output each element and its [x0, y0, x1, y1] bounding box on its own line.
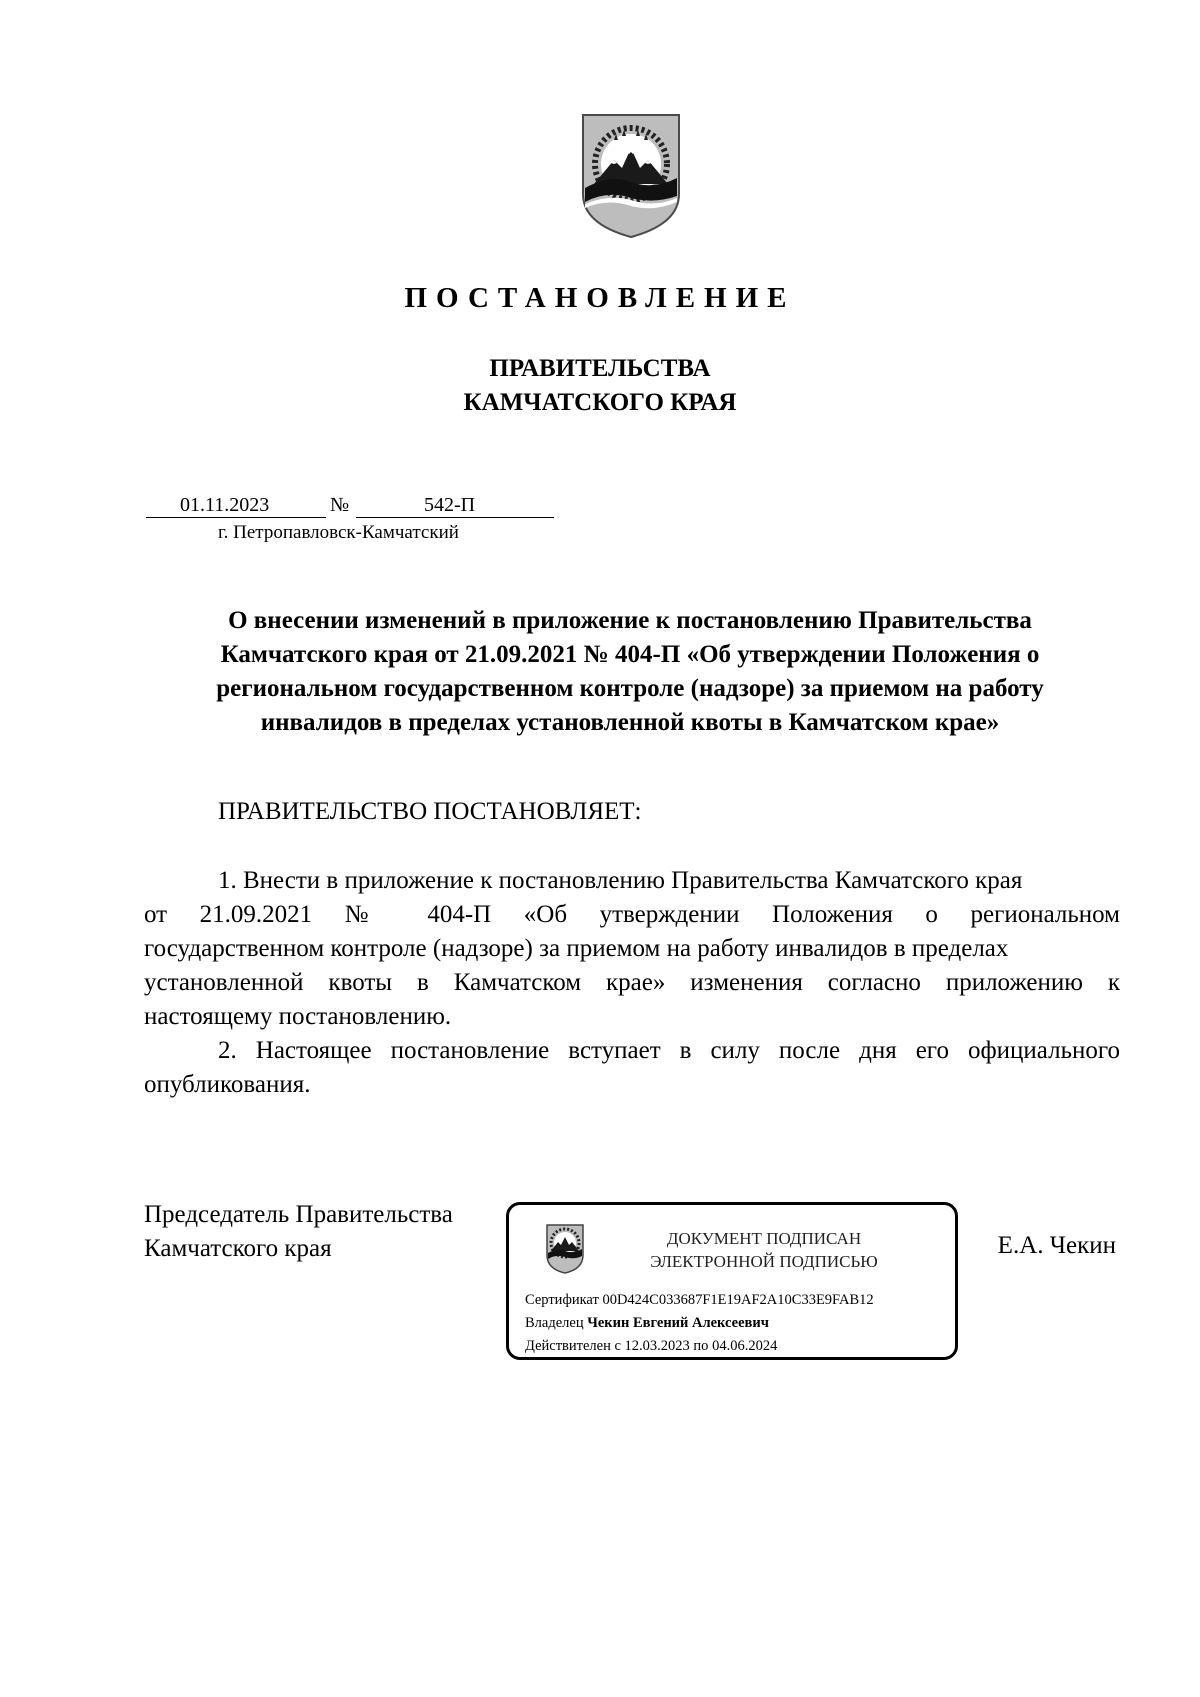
validity-label: Действителен с	[525, 1338, 621, 1354]
body-line: установленной квоты в Камчатском крае» изменения согласно приложению к	[144, 969, 1120, 996]
signer-position	[144, 1198, 453, 1266]
stamp-emblem-icon	[545, 1223, 585, 1275]
decree-statement: ПРАВИТЕЛЬСТВО ПОСТАНОВЛЯЕТ:	[218, 798, 642, 825]
number-sign: №	[330, 494, 350, 516]
body-line: настоящему постановлению.	[144, 1003, 452, 1030]
stamp-heading	[609, 1227, 919, 1273]
document-title	[140, 604, 1120, 740]
title-line: О внесении изменений в приложение к постановлению Правительства	[228, 607, 1032, 634]
validity-from: 12.03.2023	[624, 1338, 690, 1354]
stamp-validity-row	[525, 1335, 874, 1358]
electronic-signature-stamp	[506, 1202, 958, 1360]
body-line: государственном контроле (надзоре) за приемом на работу инвалидов в пределах	[144, 935, 1009, 962]
certificate-label: Сертификат	[525, 1292, 599, 1308]
government-name	[0, 352, 1200, 420]
owner-label: Владелец	[525, 1315, 584, 1331]
validity-to-label: по	[693, 1338, 709, 1354]
body-line: от 21.09.2021 № 404-П «Об утверждении Положения о региональном	[144, 901, 1120, 928]
stamp-owner-row	[525, 1312, 874, 1335]
stamp-details	[525, 1289, 874, 1358]
validity-to: 04.06.2024	[712, 1338, 778, 1354]
stamp-heading-line-1: ДОКУМЕНТ ПОДПИСАН	[666, 1229, 862, 1248]
stamp-certificate-row	[525, 1289, 874, 1312]
document-type-heading: ПОСТАНОВЛЕНИЕ	[404, 282, 796, 314]
government-name-line-1: ПРАВИТЕЛЬСТВА	[489, 355, 711, 382]
signer-position-line-2: Камчатского края	[144, 1235, 332, 1262]
signer-name: Е.А. Чекин	[997, 1232, 1116, 1259]
signer-position-line-1: Председатель Правительства	[144, 1201, 453, 1228]
body-line: 2. Настоящее постановление вступает в силу после дня его официального	[218, 1037, 1120, 1064]
date-underline	[146, 517, 326, 518]
owner-value: Чекин Евгений Алексеевич	[587, 1315, 769, 1331]
title-line: региональном государственном контроле (надзоре) за приемом на работу	[216, 675, 1044, 702]
body-line: 1. Внести в приложение к постановлению Правительства Камчатского края	[218, 867, 1023, 894]
registration-line	[146, 490, 554, 520]
document-date: 01.11.2023	[180, 494, 270, 516]
title-line: инвалидов в пределах установленной квоты в Камчатском крае»	[260, 709, 1000, 736]
title-line: Камчатского края от 21.09.2021 № 404-П «Об утверждении Положения о	[220, 641, 1040, 668]
document-body	[144, 864, 1120, 1102]
government-name-line-2: КАМЧАТСКОГО КРАЯ	[463, 389, 737, 416]
number-underline	[356, 517, 554, 518]
coat-of-arms-emblem	[580, 112, 682, 240]
certificate-value: 00D424C033687F1E19AF2A10C33E9FAB12	[602, 1292, 874, 1308]
stamp-heading-line-2: ЭЛЕКТРОННОЙ ПОДПИСЬЮ	[650, 1252, 878, 1271]
document-number: 542-П	[424, 494, 476, 516]
body-line: опубликования.	[144, 1071, 311, 1098]
city-name: г. Петропавловск-Камчатский	[218, 522, 459, 543]
